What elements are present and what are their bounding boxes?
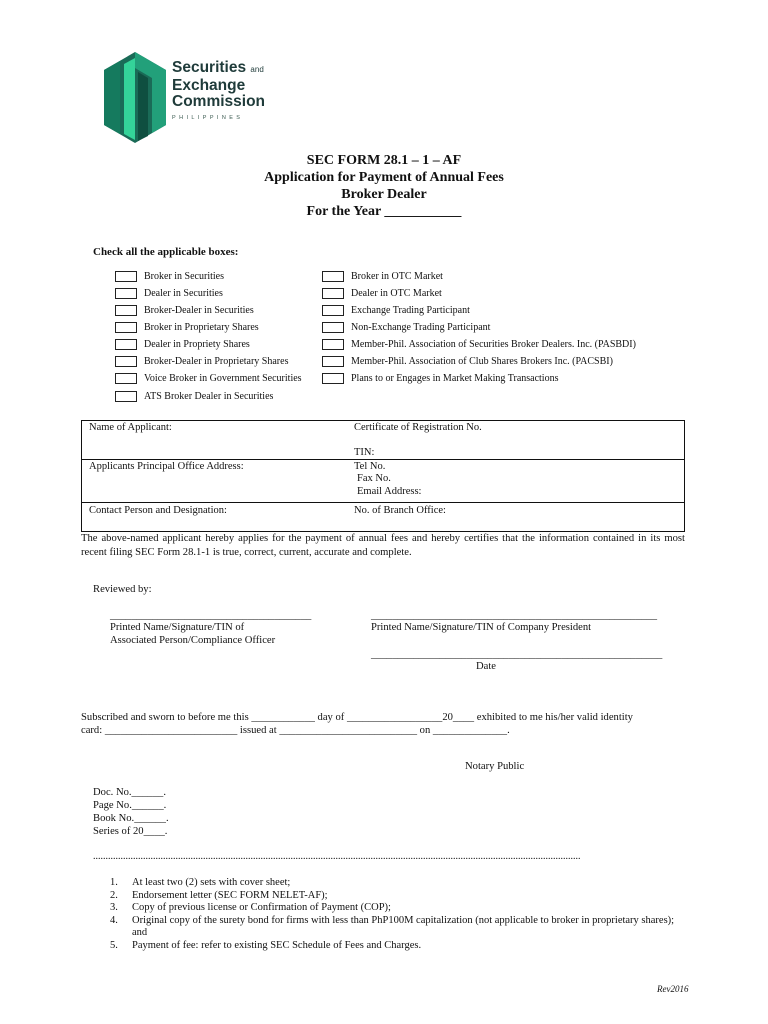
form-number: SEC FORM 28.1 – 1 – AF bbox=[306, 153, 462, 168]
certificate-label: Certificate of Registration No. bbox=[354, 422, 482, 433]
branch-office-label: No. of Branch Office: bbox=[354, 505, 446, 516]
officer-signature-label-2: Associated Person/Compliance Officer bbox=[110, 635, 276, 646]
checkbox-item[interactable] bbox=[115, 389, 273, 403]
checkbox[interactable] bbox=[322, 271, 344, 282]
checkbox-label: Broker in Proprietary Shares bbox=[144, 321, 259, 333]
dotted-separator: ................................................................................................................................................................................................... bbox=[93, 851, 581, 862]
checkbox[interactable] bbox=[115, 271, 137, 282]
checkbox-item[interactable] bbox=[115, 269, 224, 283]
checkbox-label: Dealer in OTC Market bbox=[351, 287, 442, 299]
checkbox-item[interactable] bbox=[115, 337, 250, 351]
checkbox-label: Dealer in Propriety Shares bbox=[144, 338, 250, 350]
checkbox-item[interactable] bbox=[322, 371, 558, 385]
email-label: Email Address: bbox=[357, 486, 422, 497]
checkbox[interactable] bbox=[115, 288, 137, 299]
checkbox[interactable] bbox=[115, 322, 137, 333]
checkbox[interactable] bbox=[322, 288, 344, 299]
checkbox[interactable] bbox=[115, 356, 137, 367]
sec-logo bbox=[100, 50, 290, 145]
tel-label: Tel No. bbox=[354, 461, 386, 472]
name-of-applicant-label: Name of Applicant: bbox=[89, 422, 172, 433]
checkbox-label: Member-Phil. Association of Club Shares Brokers Inc. (PACSBI) bbox=[351, 355, 613, 367]
officer-signature-line: ______________________________________ bbox=[110, 610, 312, 621]
officer-signature-label: Printed Name/Signature/TIN of bbox=[110, 622, 245, 633]
checkbox[interactable] bbox=[115, 305, 137, 316]
checkbox-item[interactable] bbox=[115, 320, 259, 334]
table-divider bbox=[82, 459, 684, 460]
revision-label: Rev2016 bbox=[657, 984, 689, 994]
sworn-statement-line-2: card: _________________________ issued at __________________________ on ______________. bbox=[81, 725, 510, 736]
doc-no: Doc. No.______. bbox=[93, 787, 166, 798]
table-divider bbox=[82, 502, 684, 503]
form-year: For the Year ___________ bbox=[306, 204, 462, 219]
book-no: Book No.______. bbox=[93, 813, 169, 824]
checkbox-item[interactable] bbox=[322, 320, 490, 334]
checkbox[interactable] bbox=[322, 322, 344, 333]
reviewed-by-label: Reviewed by: bbox=[93, 584, 152, 595]
sec-logo-wordmark: Securities and Exchange Commission PHILIPPINES bbox=[172, 59, 266, 121]
tin-label: TIN: bbox=[354, 447, 375, 458]
checkbox-label: Exchange Trading Participant bbox=[351, 304, 470, 316]
requirement-item: 2. Endorsement letter (SEC FORM NELET-AF); bbox=[110, 889, 328, 901]
checkbox[interactable] bbox=[322, 305, 344, 316]
checkbox-label: Member-Phil. Association of Securities Broker Dealers. Inc. (PASBDI) bbox=[351, 338, 636, 350]
checkbox-label: Voice Broker in Government Securities bbox=[144, 372, 302, 384]
checkbox-item[interactable] bbox=[322, 303, 470, 317]
requirement-item: 3. Copy of previous license or Confirmation of Payment (COP); bbox=[110, 902, 391, 913]
checkbox-item[interactable] bbox=[322, 286, 442, 300]
checkbox-item[interactable] bbox=[115, 354, 288, 368]
checkbox-item[interactable] bbox=[115, 286, 223, 300]
checkbox-item[interactable] bbox=[322, 337, 636, 351]
sec-logo-emblem bbox=[100, 50, 170, 145]
form-subtitle: Broker Dealer bbox=[341, 187, 427, 202]
notary-public-label: Notary Public bbox=[465, 761, 525, 772]
president-signature-line: ______________________________________________________ bbox=[371, 610, 658, 621]
date-label: Date bbox=[476, 661, 496, 672]
checkbox-label: Broker-Dealer in Proprietary Shares bbox=[144, 355, 289, 367]
sworn-statement-line-1: Subscribed and sworn to before me this ____________ day of __________________20____ exhibited to me his/her valid identity bbox=[81, 712, 633, 723]
checkbox-label: Broker-Dealer in Securities bbox=[144, 304, 254, 316]
checkbox[interactable] bbox=[115, 373, 137, 384]
president-signature-label: Printed Name/Signature/TIN of Company President bbox=[371, 622, 592, 633]
checkbox-label: Broker in OTC Market bbox=[351, 270, 443, 282]
requirement-item: 5. Payment of fee: refer to existing SEC Schedule of Fees and Charges. bbox=[110, 939, 422, 951]
checkbox[interactable] bbox=[322, 356, 344, 367]
checkbox-item[interactable] bbox=[115, 371, 302, 385]
fax-label: Fax No. bbox=[357, 473, 391, 484]
checkbox-label: Plans to or Engages in Market Making Transactions bbox=[351, 372, 559, 384]
requirement-item: 4. Original copy of the surety bond for firms with less than PhP100M capitalization (not applicable to broker in proprietary shares); and bbox=[110, 914, 675, 938]
checkbox-label: ATS Broker Dealer in Securities bbox=[144, 390, 274, 402]
address-label: Applicants Principal Office Address: bbox=[89, 461, 244, 472]
checkbox-label: Dealer in Securities bbox=[144, 287, 223, 299]
form-title: Application for Payment of Annual Fees bbox=[264, 170, 504, 185]
date-line: _______________________________________________________ bbox=[371, 649, 663, 660]
page-no: Page No.______. bbox=[93, 800, 167, 811]
doc-info-block bbox=[93, 786, 169, 838]
checkbox[interactable] bbox=[322, 339, 344, 350]
check-instruction: Check all the applicable boxes: bbox=[93, 246, 239, 258]
applicant-info-table bbox=[81, 420, 685, 532]
requirements-list bbox=[110, 877, 685, 952]
checkbox-label: Non-Exchange Trading Participant bbox=[351, 321, 491, 333]
checkbox-item[interactable] bbox=[115, 303, 254, 317]
checkbox[interactable] bbox=[322, 373, 344, 384]
checkbox-item[interactable] bbox=[322, 354, 613, 368]
contact-person-label: Contact Person and Designation: bbox=[89, 505, 227, 516]
declaration-text: The above-named applicant hereby applies for the payment of annual fees and hereby certifies that the information contained in its most recent filing SEC Form 28.1-1 is true, correct, current, accurate and complete. bbox=[81, 533, 685, 558]
requirement-item: 1. At least two (2) sets with cover sheet; bbox=[110, 877, 291, 888]
checkbox[interactable] bbox=[115, 391, 137, 402]
checkbox-label: Broker in Securities bbox=[144, 270, 224, 282]
checkbox[interactable] bbox=[115, 339, 137, 350]
checkbox-item[interactable] bbox=[322, 269, 443, 283]
series-of: Series of 20____. bbox=[93, 826, 168, 837]
